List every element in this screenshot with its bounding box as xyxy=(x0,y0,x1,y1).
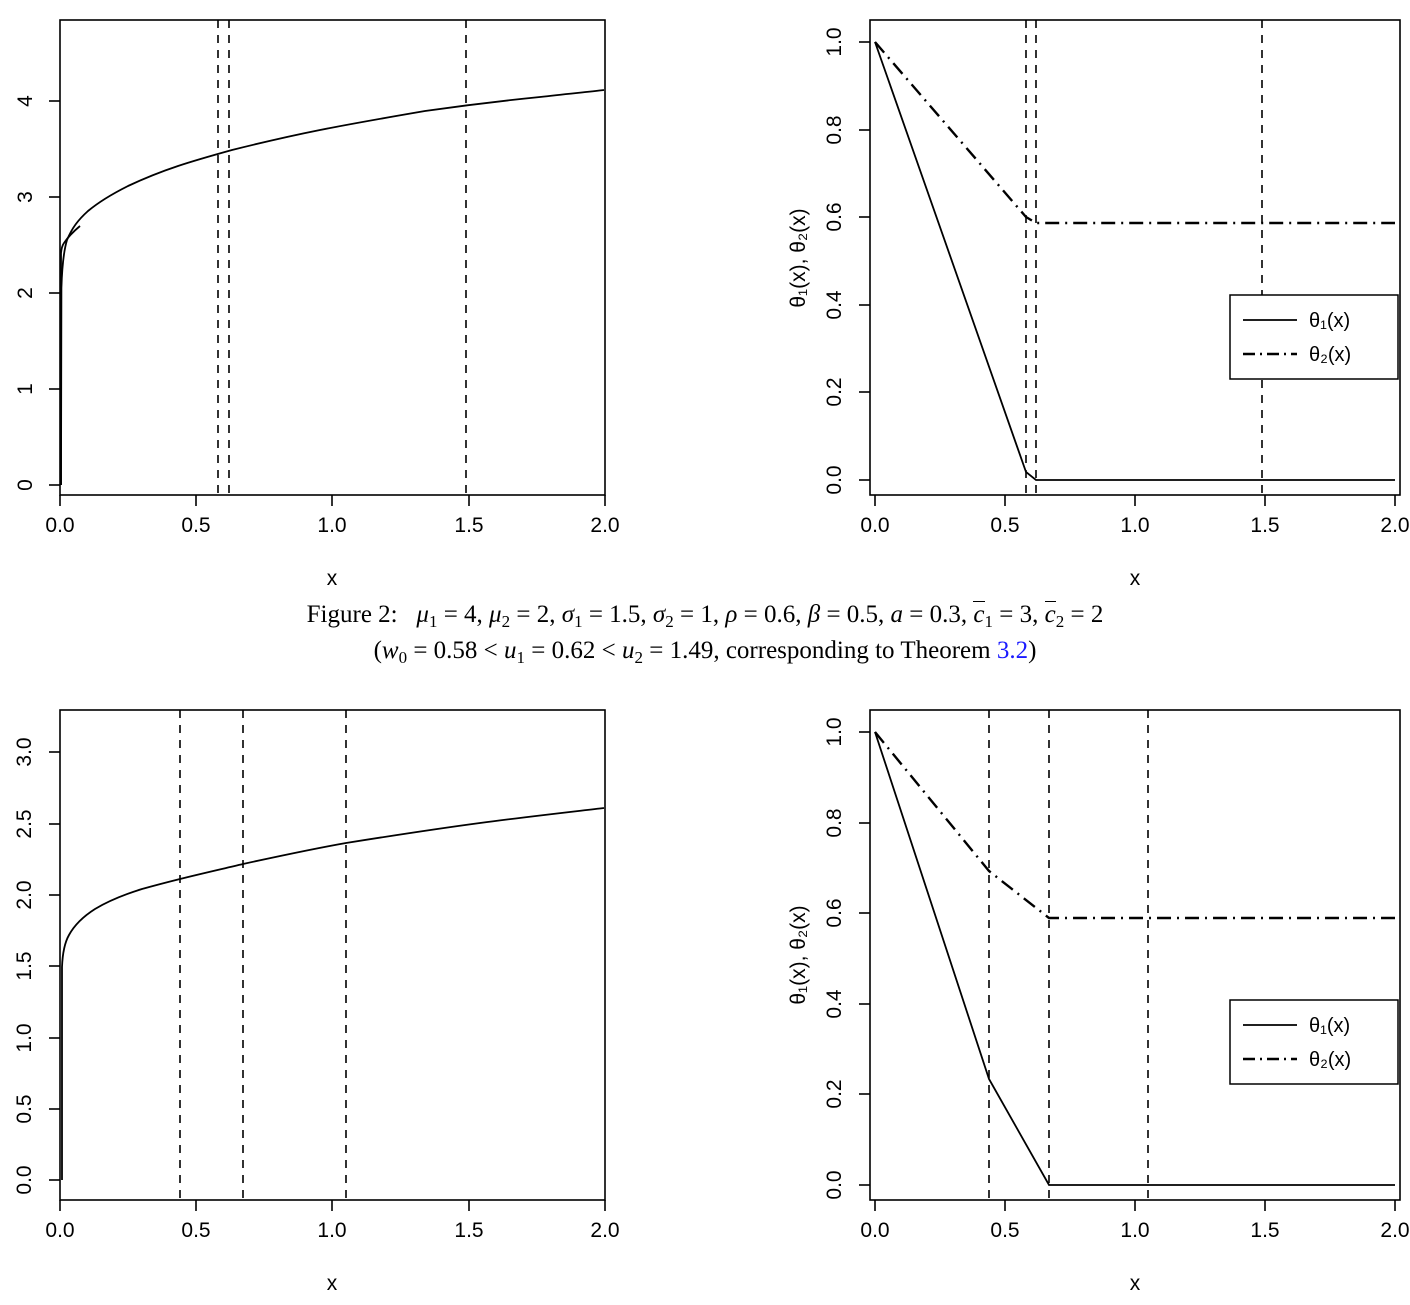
y-tick-label: 0.5 xyxy=(13,1094,36,1124)
x-tick-label: 1.5 xyxy=(1250,1219,1280,1242)
series-theta2 xyxy=(875,732,1395,918)
legend xyxy=(1230,295,1398,379)
plot-frame xyxy=(60,20,605,495)
y-axis-label: θ₁(x), θ₂(x) xyxy=(787,905,810,1005)
x-axis-label: x xyxy=(326,1272,338,1295)
x-tick-label: 0.0 xyxy=(860,1219,890,1242)
y-tick-label: 0.8 xyxy=(823,115,846,145)
y-tick-label: 1 xyxy=(14,383,37,395)
y-tick-label: 2.0 xyxy=(13,880,36,910)
legend-label-theta2: θ₂(x) xyxy=(1309,1049,1352,1071)
x-tick-label: 0.5 xyxy=(990,1219,1020,1242)
x-axis-label: x xyxy=(1129,1272,1141,1295)
plot-frame xyxy=(870,710,1400,1200)
y-tick-label: 1.0 xyxy=(823,717,846,747)
figure-top-row xyxy=(0,0,1410,600)
y-tick-label: 0.0 xyxy=(823,1170,846,1200)
x-tick-label: 1.0 xyxy=(317,1219,347,1242)
chart-top-right xyxy=(705,0,1410,600)
x-tick-label: 1.5 xyxy=(454,514,484,537)
figure-bottom-row xyxy=(0,690,1410,1305)
x-tick-label: 1.0 xyxy=(1120,514,1150,537)
chart-bottom-left xyxy=(0,690,705,1305)
plot-frame xyxy=(870,20,1400,495)
y-tick-label: 0 xyxy=(14,479,37,491)
x-tick-label: 0.5 xyxy=(181,1219,211,1242)
chart-top-right-svg xyxy=(705,0,1410,600)
y-tick-label: 1.0 xyxy=(13,1023,36,1053)
y-tick-label: 3.0 xyxy=(13,737,36,767)
x-tick-label: 1.5 xyxy=(454,1219,484,1242)
x-tick-label: 2.0 xyxy=(590,514,620,537)
x-tick-label: 2.0 xyxy=(590,1219,620,1242)
chart-top-left-svg xyxy=(0,0,705,600)
legend-label-theta1: θ₁(x) xyxy=(1309,1015,1351,1037)
y-tick-label: 0.6 xyxy=(823,898,846,928)
y-tick-label: 0.8 xyxy=(823,808,846,838)
value-curve-rise xyxy=(61,226,80,485)
theorem-reference-link[interactable]: 3.2 xyxy=(996,636,1029,664)
x-tick-label: 0.0 xyxy=(45,1219,75,1242)
chart-bottom-right-svg xyxy=(705,690,1410,1305)
x-tick-label: 2.0 xyxy=(1380,514,1410,537)
y-tick-label: 0.6 xyxy=(823,202,846,232)
y-tick-label: 1.0 xyxy=(823,27,846,57)
y-tick-label: 0.2 xyxy=(823,377,846,407)
chart-bottom-right xyxy=(705,690,1410,1305)
x-tick-label: 1.0 xyxy=(1120,1219,1150,1242)
legend-label-theta1: θ₁(x) xyxy=(1309,310,1351,332)
y-tick-label: 0.0 xyxy=(13,1165,36,1195)
x-tick-label: 1.5 xyxy=(1250,514,1280,537)
y-tick-label: 0.4 xyxy=(823,989,846,1019)
chart-bottom-left-svg xyxy=(0,690,705,1305)
series-theta2 xyxy=(875,42,1395,223)
x-tick-label: 2.0 xyxy=(1380,1219,1410,1242)
y-tick-label: 3 xyxy=(14,191,37,203)
x-tick-label: 0.5 xyxy=(990,514,1020,537)
y-tick-label: 2.5 xyxy=(13,809,36,839)
y-tick-label: 0.0 xyxy=(823,465,846,495)
caption-params: μ1 = 4, μ2 = 2, σ1 = 1.5, σ2 = 1, ρ = 0.6, β = 0.5, a = 0.3, c1 = 3, c2 = 2 xyxy=(416,601,1104,631)
x-tick-label: 0.0 xyxy=(45,514,75,537)
y-axis-label: θ₁(x), θ₂(x) xyxy=(787,208,810,308)
plot-frame xyxy=(60,710,605,1200)
series-theta1 xyxy=(875,732,1395,1185)
caption-line-2: (w0 = 0.58 < u1 = 0.62 < u2 = 1.49, corresponding to Theorem 3.2) xyxy=(373,636,1037,667)
x-axis-label: x xyxy=(1129,567,1141,590)
y-tick-label: 4 xyxy=(14,95,37,107)
legend xyxy=(1230,1000,1398,1084)
caption-line-1 xyxy=(0,598,1410,634)
x-tick-label: 0.0 xyxy=(860,514,890,537)
y-tick-label: 1.5 xyxy=(13,951,36,981)
figure-caption xyxy=(0,598,1410,688)
x-tick-label: 0.5 xyxy=(181,514,211,537)
y-tick-label: 0.2 xyxy=(823,1079,846,1109)
y-tick-label: 2 xyxy=(14,287,37,299)
y-tick-label: 0.4 xyxy=(823,290,846,320)
x-axis-label: x xyxy=(326,567,338,590)
chart-top-left xyxy=(0,0,705,600)
legend-label-theta2: θ₂(x) xyxy=(1309,344,1352,366)
caption-label: Figure 2: xyxy=(306,601,398,628)
x-tick-label: 1.0 xyxy=(317,514,347,537)
series-theta1 xyxy=(875,42,1395,480)
value-curve xyxy=(62,808,604,1180)
value-curve xyxy=(61,90,604,485)
